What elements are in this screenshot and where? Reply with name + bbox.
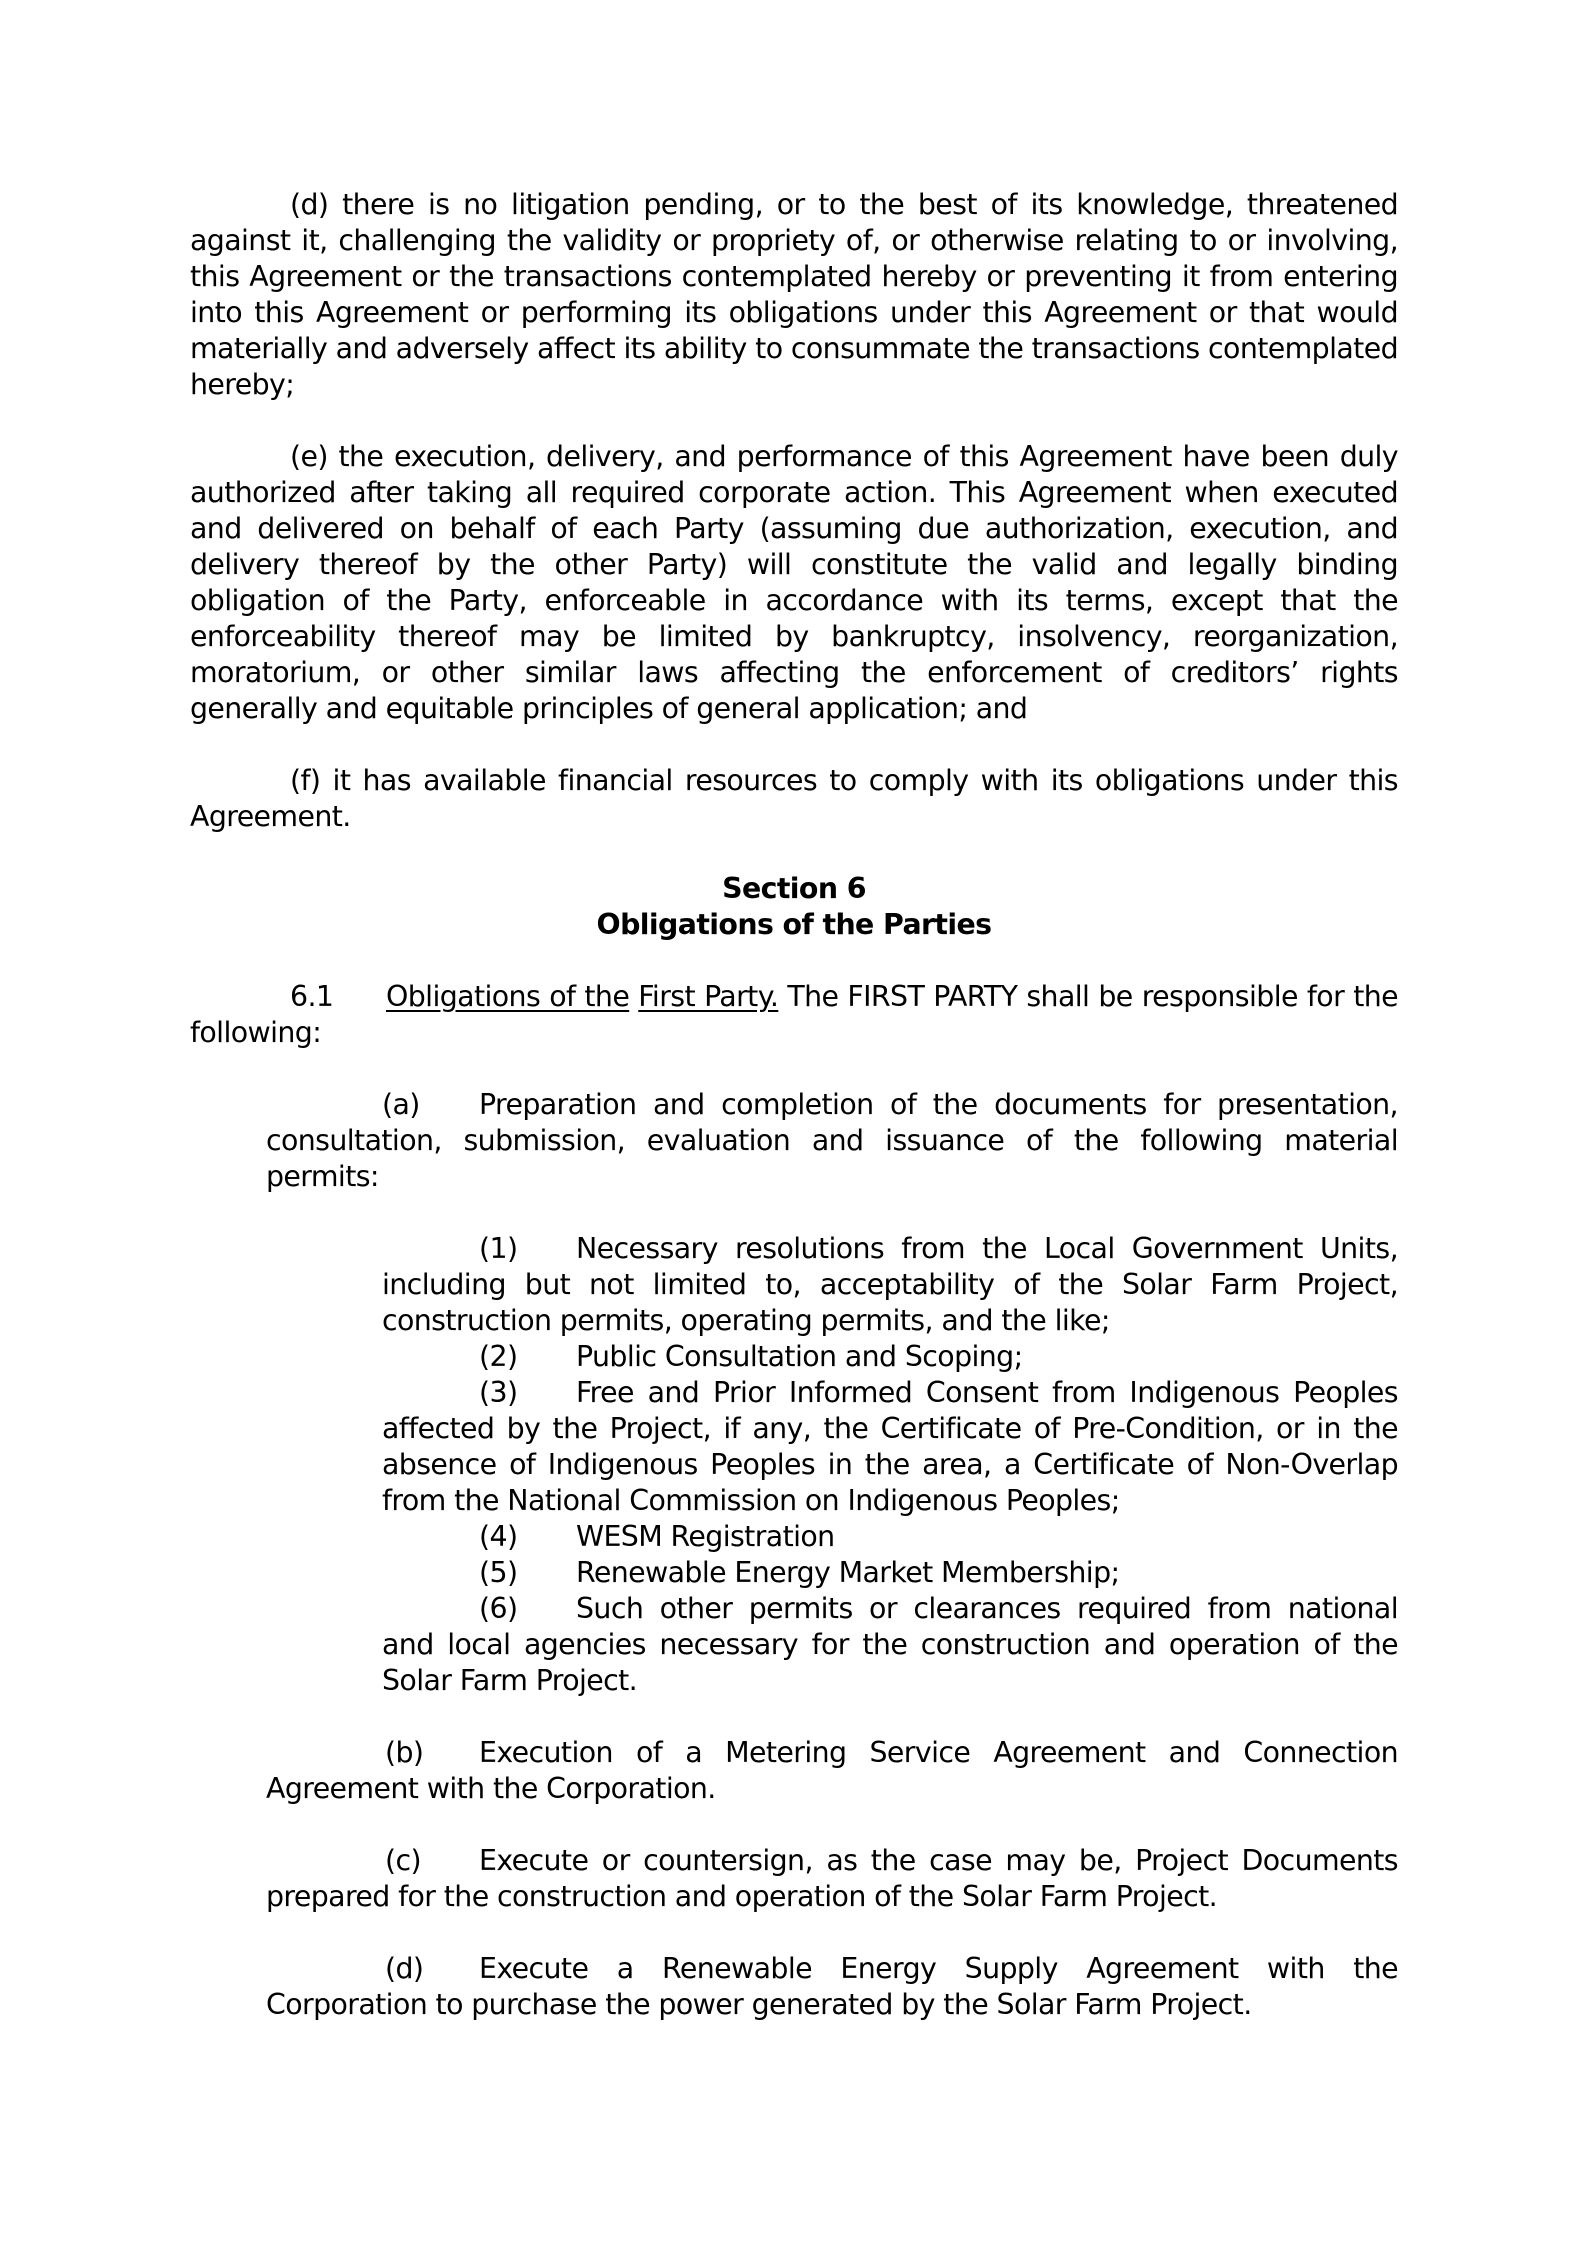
sub-item-c (266, 1843, 1398, 1915)
permit-item-label: (2) (479, 1340, 518, 1373)
permit-item-label: (1) (479, 1232, 518, 1265)
sub-item-b-text: Execution of a Metering Service Agreement and Connection Agreement with the Corporation. (266, 1736, 1398, 1805)
section-title: Obligations of the Parties (596, 908, 992, 941)
permit-item-text: WESM Registration (576, 1520, 835, 1553)
sub-item-b (266, 1735, 1398, 1807)
section-number: Section 6 (722, 872, 866, 905)
permit-item-1 (382, 1231, 1398, 1339)
sub-item-d (266, 1951, 1398, 2023)
permits-list (382, 1231, 1398, 1699)
sub-item-d-label: (d) (385, 1952, 424, 1985)
permit-item-6 (382, 1591, 1398, 1699)
permit-item-text: Renewable Energy Market Membership; (576, 1556, 1120, 1589)
permit-item-text: Such other permits or clearances required from national and local agencies necessary for the construction and operation of the Solar Farm Project. (382, 1592, 1398, 1697)
permit-item-label: (5) (479, 1556, 518, 1589)
sub-item-c-text: Execute or countersign, as the case may be, Project Documents prepared for the construction and operation of the Solar Farm Project. (266, 1844, 1398, 1913)
paragraph-f: (f) it has available financial resources to comply with its obligations under this Agreement. (190, 764, 1398, 833)
clause-heading-part1: Obligations of the (386, 980, 630, 1013)
paragraph-e: (e) the execution, delivery, and performance of this Agreement have been duly authorized after taking all required corporate action. This Agreement when executed and delivered on behalf of each Party (assuming due authorization, execution, and delivery thereof by the other Party) will constitute the valid and legally binding obligation of the Party, enforceable in accordance with its terms, except that the enforceability thereof may be limited by bankruptcy, insolvency, reorganization, moratorium, or other similar laws affecting the enforcement of creditors’ rights generally and equitable principles of general application; and (190, 440, 1398, 725)
permit-item-label: (4) (479, 1520, 518, 1553)
sub-item-c-label: (c) (385, 1844, 421, 1877)
clause-6-1 (190, 979, 1398, 1051)
paragraph-d: (d) there is no litigation pending, or to the best of its knowledge, threatened against it, challenging the validity or propriety of, or otherwise relating to or involving, this Agreement or the transactions contemplated hereby or preventing it from entering into this Agreement or performing its obligations under this Agreement or that would materially and adversely affect its ability to consummate the transactions contemplated hereby; (190, 188, 1398, 401)
clause-text: The FIRST PARTY shall be responsible for the following: (190, 980, 1398, 1049)
sub-item-a (266, 1087, 1398, 1195)
permit-item-5 (382, 1555, 1398, 1591)
sub-item-a-label: (a) (382, 1088, 420, 1121)
clause-number: 6.1 (290, 980, 334, 1013)
permit-item-2 (382, 1339, 1398, 1375)
section-heading (190, 871, 1398, 943)
permit-item-4 (382, 1519, 1398, 1555)
sub-item-d-text: Execute a Renewable Energy Supply Agreement with the Corporation to purchase the power generated by the Solar Farm Project. (266, 1952, 1398, 2021)
clause-heading-part2: First Party. (638, 980, 779, 1013)
permit-item-text: Necessary resolutions from the Local Government Units, including but not limited to, acceptability of the Solar Farm Project, construction permits, operating permits, and the like; (382, 1232, 1398, 1337)
sub-item-a-text: Preparation and completion of the documents for presentation, consultation, submission, evaluation and issuance of the following material permits: (266, 1088, 1398, 1193)
permit-item-label: (3) (479, 1376, 518, 1409)
permit-item-label: (6) (479, 1592, 518, 1625)
sub-item-b-label: (b) (385, 1736, 424, 1769)
permit-item-text: Free and Prior Informed Consent from Indigenous Peoples affected by the Project, if any, the Certificate of Pre-Condition, or in the absence of Indigenous Peoples in the area, a Certificate of Non-Overlap from the National Commission on Indigenous Peoples; (382, 1376, 1398, 1517)
permit-item-3 (382, 1375, 1398, 1519)
permit-item-text: Public Consultation and Scoping; (576, 1340, 1023, 1373)
